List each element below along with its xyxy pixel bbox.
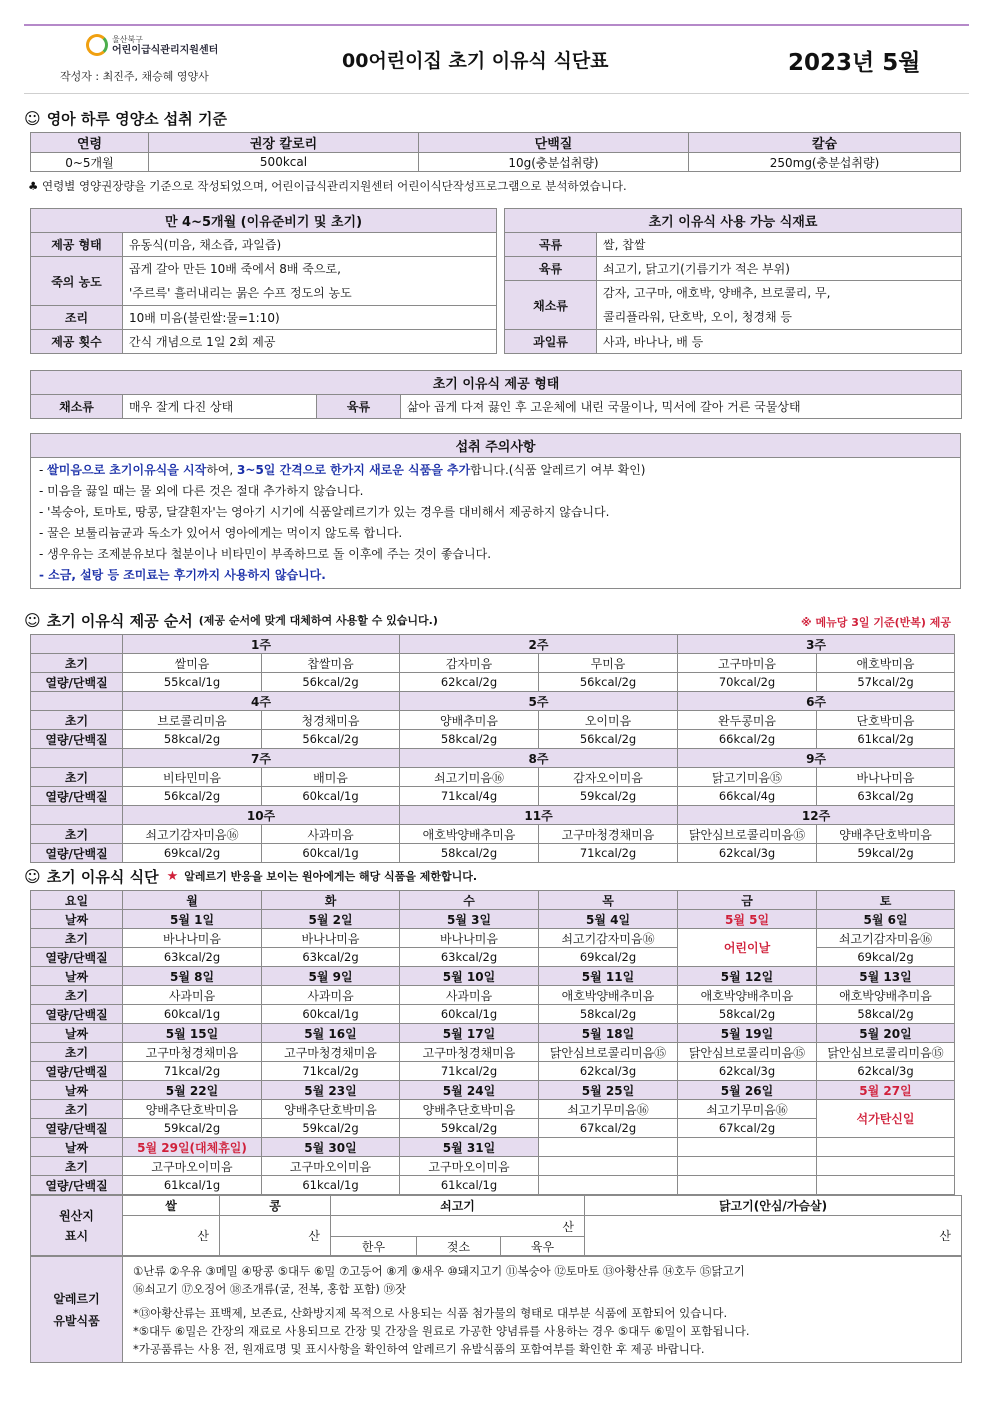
star-icon: ★ <box>166 868 179 884</box>
caution-line: - '복숭아, 토마토, 땅콩, 달걀흰자'는 영아기 시기에 식품알레르기가 있는 경우를 대비해서 제공하지 않습니다. <box>39 505 610 519</box>
page-date: 2023년 5월 <box>788 50 921 76</box>
allergy-list: ①난류 ②우유 ③메밀 ④땅콩 ⑤대두 ⑥밀 ⑦고등어 ⑧게 ⑨새우 ⑩돼지고기 ⑪복숭아 ⑫토마토 ⑬아황산류 ⑭호두 ⑮닭고기 <box>133 1263 745 1278</box>
order-kcal: 56kcal/2g <box>262 730 400 749</box>
day-label: 요일 <box>31 891 123 910</box>
menu-item: 바나나미음 <box>123 929 262 948</box>
form-title: 초기 이유식 제공 형태 <box>31 371 962 395</box>
menu-table <box>30 890 955 1195</box>
menu-kcal: 63kcal/2g <box>123 948 262 967</box>
stage-value: 간식 개념으로 1일 2회 제공 <box>123 330 497 354</box>
logo-center-name: 어린이급식관리지원센터 <box>112 45 219 56</box>
origin-bean-value: 산 <box>220 1216 331 1256</box>
smile-icon: ☺ <box>24 610 41 630</box>
menu-date: 5월 10일 <box>400 967 539 986</box>
menu-date: 5월 3일 <box>400 910 539 929</box>
menu-date: 5월 13일 <box>817 967 955 986</box>
stage-label: 조리 <box>31 306 123 330</box>
menu-item: 양배추단호박미음 <box>400 1100 539 1119</box>
menu-kcal-label: 열량/단백질 <box>31 1176 123 1195</box>
order-item: 비타민미음 <box>123 768 262 787</box>
menu-item: 닭안심브로콜리미음⑮ <box>678 1043 817 1062</box>
nutrition-title: 영아 하루 영양소 섭취 기준 <box>46 109 227 128</box>
stage-label: 제공 형태 <box>31 233 123 257</box>
order-kcal: 69kcal/2g <box>123 844 262 863</box>
menu-item-label: 초기 <box>31 929 123 948</box>
day-header: 토 <box>817 891 955 910</box>
order-row-label: 열량/단백질 <box>31 730 123 749</box>
order-item: 배미음 <box>262 768 400 787</box>
menu-section <box>24 864 969 1363</box>
order-row-label: 초기 <box>31 768 123 787</box>
week-header: 10주 <box>123 806 400 825</box>
order-row-label: 초기 <box>31 654 123 673</box>
menu-item-label: 초기 <box>31 1100 123 1119</box>
nutrition-header: 단백질 <box>419 133 689 153</box>
order-kcal: 59kcal/2g <box>817 844 955 863</box>
origin-label: 표시 <box>64 1228 89 1243</box>
nutrition-header: 권장 칼로리 <box>149 133 419 153</box>
order-kcal: 63kcal/2g <box>817 787 955 806</box>
nutrition-cell: 500kcal <box>149 153 419 172</box>
menu-date: 5월 9일 <box>262 967 400 986</box>
week-header: 5주 <box>400 692 678 711</box>
order-kcal: 56kcal/2g <box>539 673 678 692</box>
order-item: 애호박양배추미음 <box>400 825 539 844</box>
menu-item: 쇠고기감자미음⑯ <box>817 929 955 948</box>
menu-date: 5월 8일 <box>123 967 262 986</box>
smile-icon: ☺ <box>24 866 41 886</box>
menu-kcal: 71kcal/2g <box>123 1062 262 1081</box>
menu-date: 5월 20일 <box>817 1024 955 1043</box>
menu-date: 5월 16일 <box>262 1024 400 1043</box>
caution-line: - 생우유는 조제분유보다 철분이나 비타민이 부족하므로 돌 이후에 주는 것이 좋습니다. <box>39 547 492 561</box>
day-header: 수 <box>400 891 539 910</box>
stage-value: '주르륵' 흘러내리는 묽은 수프 정도의 농도 <box>129 286 352 300</box>
menu-kcal: 59kcal/2g <box>123 1119 262 1138</box>
menu-kcal: 62kcal/3g <box>539 1062 678 1081</box>
menu-item: 애호박양배추미음 <box>817 986 955 1005</box>
order-item: 찹쌀미음 <box>262 654 400 673</box>
menu-kcal: 71kcal/2g <box>262 1062 400 1081</box>
header <box>24 26 969 94</box>
order-row-label: 열량/단백질 <box>31 787 123 806</box>
origin-table <box>30 1195 962 1256</box>
ingredient-label: 육류 <box>505 257 597 281</box>
week-header-blank <box>31 692 123 711</box>
menu-item-label: 초기 <box>31 1157 123 1176</box>
menu-item: 쇠고기무미음⑯ <box>539 1100 678 1119</box>
stage-value: 유동식(미음, 채소즙, 과일즙) <box>123 233 497 257</box>
menu-kcal: 61kcal/1g <box>123 1176 262 1195</box>
allergy-note: *⑬아황산류는 표백제, 보존료, 산화방지제 목적으로 사용되는 식품 첨가물의 형태로 대부분 식품에 포함되어 있습니다. <box>133 1305 728 1320</box>
week-header: 12주 <box>678 806 955 825</box>
stage-label: 제공 횟수 <box>31 330 123 354</box>
stage-table <box>30 208 497 354</box>
date-label: 날짜 <box>31 910 123 929</box>
allergy-note: *가공품류는 사용 전, 원재료명 및 표시사항을 확인하여 알레르기 유발식품의 포함여부를 확인한 후 제공 바랍니다. <box>133 1341 705 1356</box>
order-item: 쌀미음 <box>123 654 262 673</box>
order-kcal: 70kcal/2g <box>678 673 817 692</box>
menu-item: 고구마오이미음 <box>123 1157 262 1176</box>
order-row-label: 초기 <box>31 825 123 844</box>
menu-kcal: 58kcal/2g <box>539 1005 678 1024</box>
menu-date: 5월 11일 <box>539 967 678 986</box>
menu-item: 바나나미음 <box>262 929 400 948</box>
allergy-table <box>30 1256 962 1363</box>
menu-kcal: 59kcal/2g <box>262 1119 400 1138</box>
form-label: 채소류 <box>31 395 123 419</box>
order-kcal: 62kcal/3g <box>678 844 817 863</box>
logo-small-text: 울산북구 <box>112 35 143 44</box>
nutrition-cell: 0~5개월 <box>31 153 149 172</box>
menu-item <box>539 1157 678 1176</box>
menu-item: 바나나미음 <box>400 929 539 948</box>
nutrition-table <box>30 132 961 172</box>
menu-item: 닭안심브로콜리미음⑮ <box>539 1043 678 1062</box>
menu-item: 고구마오이미음 <box>400 1157 539 1176</box>
allergy-note: *⑤대두 ⑥밀은 간장의 재료로 사용되므로 간장 및 간장을 원료로 가공한 양념류를 사용하는 경우 ⑤대두 ⑥밀이 포함됩니다. <box>133 1323 750 1338</box>
menu-date: 5월 26일 <box>678 1081 817 1100</box>
week-header: 9주 <box>678 749 955 768</box>
order-item: 완두콩미음 <box>678 711 817 730</box>
menu-item-label: 초기 <box>31 986 123 1005</box>
origin-bean-label: 콩 <box>220 1196 331 1216</box>
order-item: 청경채미음 <box>262 711 400 730</box>
origin-beef-type: 젖소 <box>417 1237 501 1256</box>
menu-item <box>817 1157 955 1176</box>
week-header-blank <box>31 806 123 825</box>
menu-kcal: 60kcal/1g <box>123 1005 262 1024</box>
caution-section <box>24 433 969 589</box>
nutrition-header: 칼슘 <box>689 133 961 153</box>
menu-kcal-label: 열량/단백질 <box>31 1062 123 1081</box>
menu-date: 5월 1일 <box>123 910 262 929</box>
caution-table <box>30 433 961 589</box>
order-item: 오이미음 <box>539 711 678 730</box>
menu-date: 5월 17일 <box>400 1024 539 1043</box>
menu-date: 5월 12일 <box>678 967 817 986</box>
order-item: 애호박미음 <box>817 654 955 673</box>
order-item: 고구마청경채미음 <box>539 825 678 844</box>
week-header: 1주 <box>123 635 400 654</box>
order-row-label: 열량/단백질 <box>31 844 123 863</box>
form-section <box>24 370 969 419</box>
allergy-list: ⑯쇠고기 ⑰오징어 ⑱조개류(굴, 전복, 홍합 포함) ⑲잣 <box>133 1281 407 1296</box>
order-kcal: 56kcal/2g <box>123 787 262 806</box>
author: 작성자 : 최진주, 채승혜 영양사 <box>60 70 209 83</box>
menu-item: 닭안심브로콜리미음⑮ <box>817 1043 955 1062</box>
menu-kcal: 61kcal/1g <box>262 1176 400 1195</box>
origin-beef-type: 육우 <box>501 1237 585 1256</box>
menu-item: 사과미음 <box>123 986 262 1005</box>
stage-value: 10배 미음(불린쌀:물=1:10) <box>123 306 497 330</box>
form-table <box>30 370 962 419</box>
menu-kcal: 67kcal/2g <box>539 1119 678 1138</box>
menu-date <box>678 1138 817 1157</box>
caution-line: - 미음을 끓일 때는 물 외에 다른 것은 절대 추가하지 않습니다. <box>39 484 364 498</box>
order-kcal: 61kcal/2g <box>817 730 955 749</box>
origin-chicken-label: 닭고기(안심/가슴살) <box>585 1196 962 1216</box>
menu-date: 5월 25일 <box>539 1081 678 1100</box>
stage-label: 죽의 농도 <box>31 257 123 306</box>
ingredient-value: 쇠고기, 닭고기(기름기가 적은 부위) <box>597 257 962 281</box>
allergy-label: 유발식품 <box>53 1313 100 1328</box>
menu-item: 양배추단호박미음 <box>262 1100 400 1119</box>
date-label: 날짜 <box>31 967 123 986</box>
allergy-label: 알레르기 <box>53 1291 100 1306</box>
ingredient-value: 감자, 고구마, 애호박, 양배추, 브로콜리, 무, <box>603 286 831 300</box>
date-label: 날짜 <box>31 1081 123 1100</box>
order-kcal: 55kcal/1g <box>123 673 262 692</box>
stage-title: 만 4~5개월 (이유준비기 및 초기) <box>31 209 497 233</box>
order-kcal: 71kcal/2g <box>539 844 678 863</box>
order-kcal: 59kcal/2g <box>539 787 678 806</box>
week-header: 11주 <box>400 806 678 825</box>
nutrition-header: 연령 <box>31 133 149 153</box>
menu-note: 알레르기 반응을 보이는 원아에게는 해당 식품을 제한합니다. <box>184 870 478 883</box>
order-item: 감자오이미음 <box>539 768 678 787</box>
menu-title: 초기 이유식 식단 <box>46 867 159 886</box>
menu-kcal: 63kcal/2g <box>400 948 539 967</box>
menu-kcal: 59kcal/2g <box>400 1119 539 1138</box>
week-header: 8주 <box>400 749 678 768</box>
form-value: 매우 잘게 다진 상태 <box>123 395 317 419</box>
menu-item: 고구마청경채미음 <box>123 1043 262 1062</box>
menu-date: 5월 18일 <box>539 1024 678 1043</box>
menu-kcal-label: 열량/단백질 <box>31 948 123 967</box>
day-header: 목 <box>539 891 678 910</box>
menu-date: 5월 4일 <box>539 910 678 929</box>
order-item: 무미음 <box>539 654 678 673</box>
menu-kcal: 67kcal/2g <box>678 1119 817 1138</box>
origin-rice-value: 산 <box>123 1216 220 1256</box>
menu-item: 애호박양배추미음 <box>678 986 817 1005</box>
menu-kcal: 58kcal/2g <box>678 1005 817 1024</box>
week-header-blank <box>31 749 123 768</box>
smile-icon: ☺ <box>24 108 41 128</box>
order-kcal: 66kcal/2g <box>678 730 817 749</box>
menu-date: 5월 29일(대체휴일) <box>123 1138 262 1157</box>
ingredient-label: 곡류 <box>505 233 597 257</box>
order-item: 바나나미음 <box>817 768 955 787</box>
week-header: 3주 <box>678 635 955 654</box>
week-header: 6주 <box>678 692 955 711</box>
order-row-label: 초기 <box>31 711 123 730</box>
order-item: 브로콜리미음 <box>123 711 262 730</box>
holiday-cell: 어린이날 <box>678 929 817 967</box>
day-header: 금 <box>678 891 817 910</box>
menu-date: 5월 5일 <box>678 910 817 929</box>
order-kcal: 58kcal/2g <box>123 730 262 749</box>
form-label: 육류 <box>317 395 401 419</box>
ingredient-value: 쌀, 찹쌀 <box>597 233 962 257</box>
menu-date: 5월 24일 <box>400 1081 539 1100</box>
order-table <box>30 634 955 863</box>
order-item: 양배추단호박미음 <box>817 825 955 844</box>
order-kcal: 60kcal/1g <box>262 787 400 806</box>
menu-date <box>539 1138 678 1157</box>
ingredient-value: 사과, 바나나, 배 등 <box>597 330 962 354</box>
menu-kcal-label: 열량/단백질 <box>31 1119 123 1138</box>
order-kcal: 57kcal/2g <box>817 673 955 692</box>
order-kcal: 56kcal/2g <box>262 673 400 692</box>
week-header-blank <box>31 635 123 654</box>
caution-line: - 꿀은 보툴리늄균과 독소가 있어서 영아에게는 먹이지 않도록 합니다. <box>39 526 403 540</box>
menu-kcal: 62kcal/3g <box>817 1062 955 1081</box>
origin-beef-type: 한우 <box>331 1237 417 1256</box>
menu-date: 5월 30일 <box>262 1138 400 1157</box>
order-note: (제공 순서에 맞게 대체하여 사용할 수 있습니다.) <box>198 614 438 627</box>
logo <box>86 34 218 56</box>
order-kcal: 58kcal/2g <box>400 844 539 863</box>
menu-date: 5월 31일 <box>400 1138 539 1157</box>
order-red-note: ※ 메뉴당 3일 기준(반복) 제공 <box>801 616 951 629</box>
holiday-cell: 석가탄신일 <box>817 1100 955 1138</box>
menu-item: 쇠고기무미음⑯ <box>678 1100 817 1119</box>
menu-date: 5월 15일 <box>123 1024 262 1043</box>
menu-date: 5월 23일 <box>262 1081 400 1100</box>
origin-beef-value: 산 <box>331 1216 585 1237</box>
ingredient-label: 채소류 <box>505 281 597 330</box>
order-item: 사과미음 <box>262 825 400 844</box>
origin-beef-label: 쇠고기 <box>331 1196 585 1216</box>
day-header: 월 <box>123 891 262 910</box>
stage-value: 곱게 갈아 만든 10배 죽에서 8배 죽으로, <box>129 262 341 276</box>
week-header: 4주 <box>123 692 400 711</box>
order-item: 감자미음 <box>400 654 539 673</box>
menu-item: 고구마오이미음 <box>262 1157 400 1176</box>
nutrition-cell: 250mg(충분섭취량) <box>689 153 961 172</box>
menu-date: 5월 6일 <box>817 910 955 929</box>
ingredients-table <box>504 208 962 354</box>
menu-item: 사과미음 <box>400 986 539 1005</box>
page-title: 00어린이집 초기 이유식 식단표 <box>342 50 609 72</box>
ingredient-label: 과일류 <box>505 330 597 354</box>
day-header: 화 <box>262 891 400 910</box>
menu-date <box>817 1138 955 1157</box>
menu-kcal <box>678 1176 817 1195</box>
menu-item: 양배추단호박미음 <box>123 1100 262 1119</box>
menu-date: 5월 22일 <box>123 1081 262 1100</box>
page <box>24 24 969 1356</box>
menu-kcal <box>539 1176 678 1195</box>
menu-kcal: 62kcal/3g <box>678 1062 817 1081</box>
order-kcal: 56kcal/2g <box>539 730 678 749</box>
order-kcal: 60kcal/1g <box>262 844 400 863</box>
menu-date: 5월 27일 <box>817 1081 955 1100</box>
origin-chicken-value: 산 <box>585 1216 962 1256</box>
menu-item: 쇠고기감자미음⑯ <box>539 929 678 948</box>
menu-item-label: 초기 <box>31 1043 123 1062</box>
ingredient-value: 콜리플라워, 단호박, 오이, 청경채 등 <box>603 310 792 324</box>
order-item: 단호박미음 <box>817 711 955 730</box>
nutrition-cell: 10g(충분섭취량) <box>419 153 689 172</box>
order-kcal: 62kcal/2g <box>400 673 539 692</box>
menu-kcal: 61kcal/1g <box>400 1176 539 1195</box>
nutrition-note: ♣ 연령별 영양권장량을 기준으로 작성되었으며, 어린이급식관리지원센터 어린이식단작성프로그램으로 분석하였습니다. <box>28 179 627 193</box>
menu-date: 5월 19일 <box>678 1024 817 1043</box>
origin-rice-label: 쌀 <box>123 1196 220 1216</box>
menu-date: 5월 2일 <box>262 910 400 929</box>
order-kcal: 71kcal/4g <box>400 787 539 806</box>
form-value: 삶아 곱게 다져 끓인 후 고운체에 내린 국물이나, 믹서에 갈아 거른 국물상태 <box>401 395 962 419</box>
order-kcal: 66kcal/4g <box>678 787 817 806</box>
menu-kcal: 71kcal/2g <box>400 1062 539 1081</box>
menu-kcal: 63kcal/2g <box>262 948 400 967</box>
menu-kcal-label: 열량/단백질 <box>31 1005 123 1024</box>
menu-kcal: 60kcal/1g <box>262 1005 400 1024</box>
menu-kcal: 60kcal/1g <box>400 1005 539 1024</box>
order-item: 양배추미음 <box>400 711 539 730</box>
week-header: 2주 <box>400 635 678 654</box>
nutrition-section <box>24 106 969 194</box>
order-item: 고구마미음 <box>678 654 817 673</box>
ingredients-title: 초기 이유식 사용 가능 식재료 <box>505 209 962 233</box>
menu-item: 애호박양배추미음 <box>539 986 678 1005</box>
menu-item: 고구마청경채미음 <box>262 1043 400 1062</box>
order-item: 닭고기미음⑮ <box>678 768 817 787</box>
menu-kcal: 58kcal/2g <box>817 1005 955 1024</box>
order-kcal: 58kcal/2g <box>400 730 539 749</box>
menu-item: 사과미음 <box>262 986 400 1005</box>
origin-label: 원산지 <box>59 1208 94 1223</box>
order-row-label: 열량/단백질 <box>31 673 123 692</box>
menu-kcal <box>817 1176 955 1195</box>
menu-item: 고구마청경채미음 <box>400 1043 539 1062</box>
date-label: 날짜 <box>31 1024 123 1043</box>
order-title: 초기 이유식 제공 순서 <box>46 611 193 630</box>
date-label: 날짜 <box>31 1138 123 1157</box>
logo-icon <box>86 34 108 56</box>
menu-kcal: 69kcal/2g <box>539 948 678 967</box>
order-item: 쇠고기감자미음⑯ <box>123 825 262 844</box>
menu-kcal: 69kcal/2g <box>817 948 955 967</box>
caution-line: - 소금, 설탕 등 조미료는 후기까지 사용하지 않습니다. <box>39 568 326 582</box>
week-header: 7주 <box>123 749 400 768</box>
menu-item <box>678 1157 817 1176</box>
caution-title: 섭취 주의사항 <box>31 434 961 458</box>
order-item: 쇠고기미음⑯ <box>400 768 539 787</box>
order-item: 닭안심브로콜리미음⑮ <box>678 825 817 844</box>
order-section <box>24 608 969 863</box>
caution-line: - 쌀미음으로 초기이유식을 시작하여, 3~5일 간격으로 한가지 새로운 식품을 추가합니다.(식품 알레르기 여부 확인) <box>39 463 646 477</box>
